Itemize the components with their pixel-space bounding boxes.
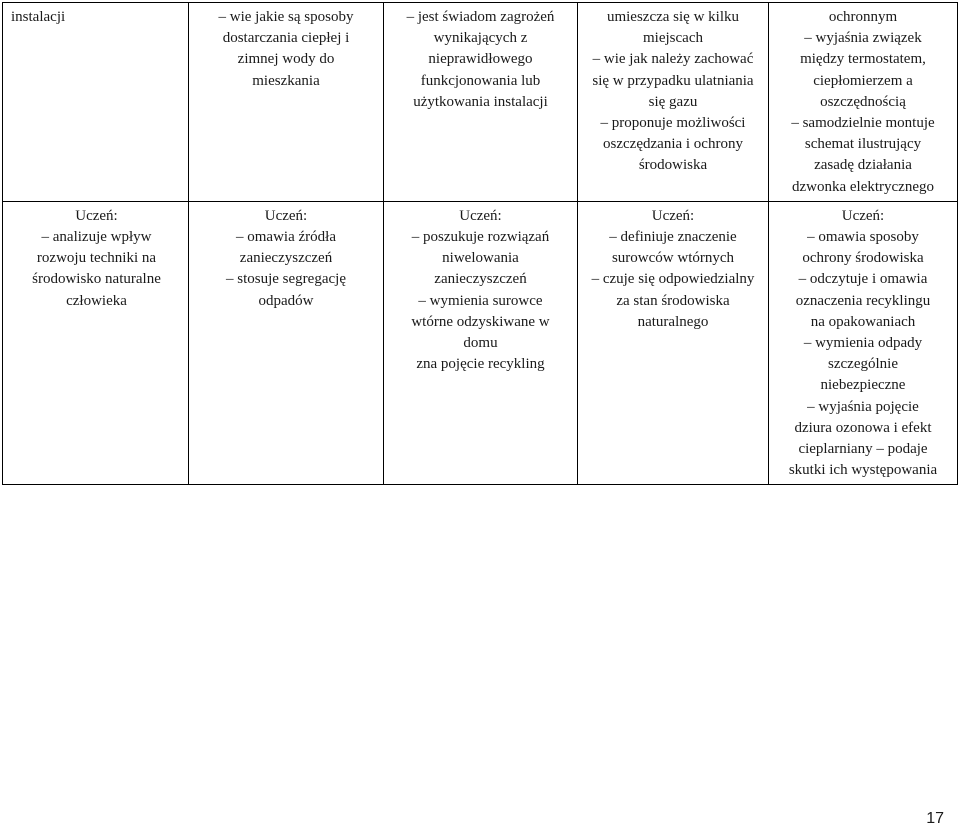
cell-line: oznaczenia recyklingu: [795, 292, 931, 309]
cell-line: Uczeń:: [459, 207, 502, 224]
cell-line: cieplarniany – podaje: [798, 441, 928, 458]
cell-line: oszczędnością: [820, 93, 906, 110]
cell-line: naturalnego: [637, 313, 709, 330]
cell-line: wtórne odzyskiwane w: [411, 313, 550, 330]
cell-line: między termostatem,: [800, 51, 926, 68]
cell-line: – jest świadom zagrożeń: [406, 9, 555, 25]
cell-line: zanieczyszczeń: [239, 250, 333, 267]
cell-line: schemat ilustrujący: [804, 136, 922, 153]
cell-text: [384, 202, 577, 379]
cell-line: – wyjaśnia pojęcie: [807, 398, 919, 415]
table-row: [3, 3, 958, 202]
cell-text: [769, 3, 957, 201]
table-row: [3, 201, 958, 485]
cell-line: – wie jakie są sposoby: [218, 9, 354, 25]
cell-text: [578, 202, 768, 336]
cell-line: – wymienia surowce: [418, 292, 543, 309]
cell-line: ochronnym: [828, 9, 898, 25]
cell-line: skutki ich występowania: [788, 462, 938, 479]
cell-text: [578, 3, 768, 180]
cell-line: instalacji: [11, 9, 66, 25]
cell-line: – proponuje możliwości: [600, 115, 746, 132]
cell-line: dziura ozonowa i efekt: [794, 419, 932, 436]
cell-line: Uczeń:: [841, 207, 885, 224]
cell-line: dostarczania ciepłej i: [222, 30, 350, 47]
cell-line: – wymienia odpady: [803, 335, 923, 352]
table-cell: [3, 3, 189, 202]
cell-line: ciepłomierzem a: [813, 72, 913, 89]
cell-line: dzwonka elektrycznego: [791, 178, 935, 195]
table-cell: [189, 201, 384, 485]
cell-text: [189, 202, 383, 315]
cell-line: – samodzielnie montuje: [791, 115, 935, 132]
cell-line: niwelowania: [442, 250, 519, 267]
cell-line: – definiuje znaczenie: [609, 229, 737, 246]
cell-text: [3, 3, 188, 31]
cell-line: funkcjonowania lub: [420, 72, 541, 89]
cell-line: nieprawidłowego: [428, 51, 533, 68]
cell-line: niebezpieczne: [820, 377, 906, 394]
cell-text: [3, 202, 188, 315]
cell-line: rozwoju techniki na: [36, 250, 157, 267]
cell-line: oszczędzania i ochrony: [603, 136, 743, 153]
cell-line: zasadę działania: [814, 157, 912, 174]
cell-line: się w przypadku ulatniania: [592, 72, 754, 89]
cell-line: – czuje się odpowiedzialny: [591, 271, 755, 288]
cell-line: umieszcza się w kilku: [606, 9, 740, 25]
cell-line: zanieczyszczeń: [434, 271, 527, 288]
cell-line: surowców wtórnych: [611, 250, 735, 267]
cell-line: wynikających z: [433, 30, 528, 47]
cell-line: się gazu: [648, 93, 698, 110]
table-cell: [384, 3, 578, 202]
cell-line: – omawia źródła: [236, 229, 336, 246]
table-cell: [769, 3, 958, 202]
page-number: 17: [926, 810, 944, 827]
cell-line: – analizuje wpływ: [41, 229, 152, 246]
cell-line: odpadów: [258, 292, 314, 309]
table-cell: [578, 3, 769, 202]
cell-line: – stosuje segregację: [226, 271, 346, 288]
cell-line: człowieka: [66, 292, 127, 309]
cell-line: Uczeń:: [651, 207, 695, 224]
cell-line: – poszukuje rozwiązań: [411, 229, 550, 246]
table-cell: [578, 201, 769, 485]
cell-text: [769, 202, 957, 485]
cell-line: Uczeń:: [75, 207, 118, 224]
cell-line: środowiska: [638, 157, 708, 174]
cell-line: użytkowania instalacji: [413, 93, 548, 110]
cell-line: – odczytuje i omawia: [798, 271, 928, 288]
cell-line: ochrony środowiska: [802, 250, 924, 267]
cell-line: szczególnie: [828, 356, 898, 373]
table-cell: [384, 201, 578, 485]
table-cell: [189, 3, 384, 202]
cell-line: za stan środowiska: [616, 292, 730, 309]
cell-line: – omawia sposoby: [807, 229, 919, 246]
cell-line: zimnej wody do: [237, 51, 335, 68]
cell-line: domu: [463, 335, 498, 352]
cell-text: [384, 3, 577, 116]
cell-line: Uczeń:: [264, 207, 308, 224]
table-cell: [769, 201, 958, 485]
cell-line: na opakowaniach: [810, 313, 916, 330]
table-cell: [3, 201, 189, 485]
cell-text: [189, 3, 383, 95]
cell-line: mieszkania: [252, 72, 320, 89]
cell-line: – wie jak należy zachować: [592, 51, 754, 68]
cell-line: – wyjaśnia związek: [804, 30, 922, 47]
cell-line: środowisko naturalne: [32, 271, 161, 288]
cell-line: zna pojęcie recykling: [416, 356, 545, 373]
curriculum-table: [2, 2, 958, 485]
cell-line: miejscach: [643, 30, 703, 47]
